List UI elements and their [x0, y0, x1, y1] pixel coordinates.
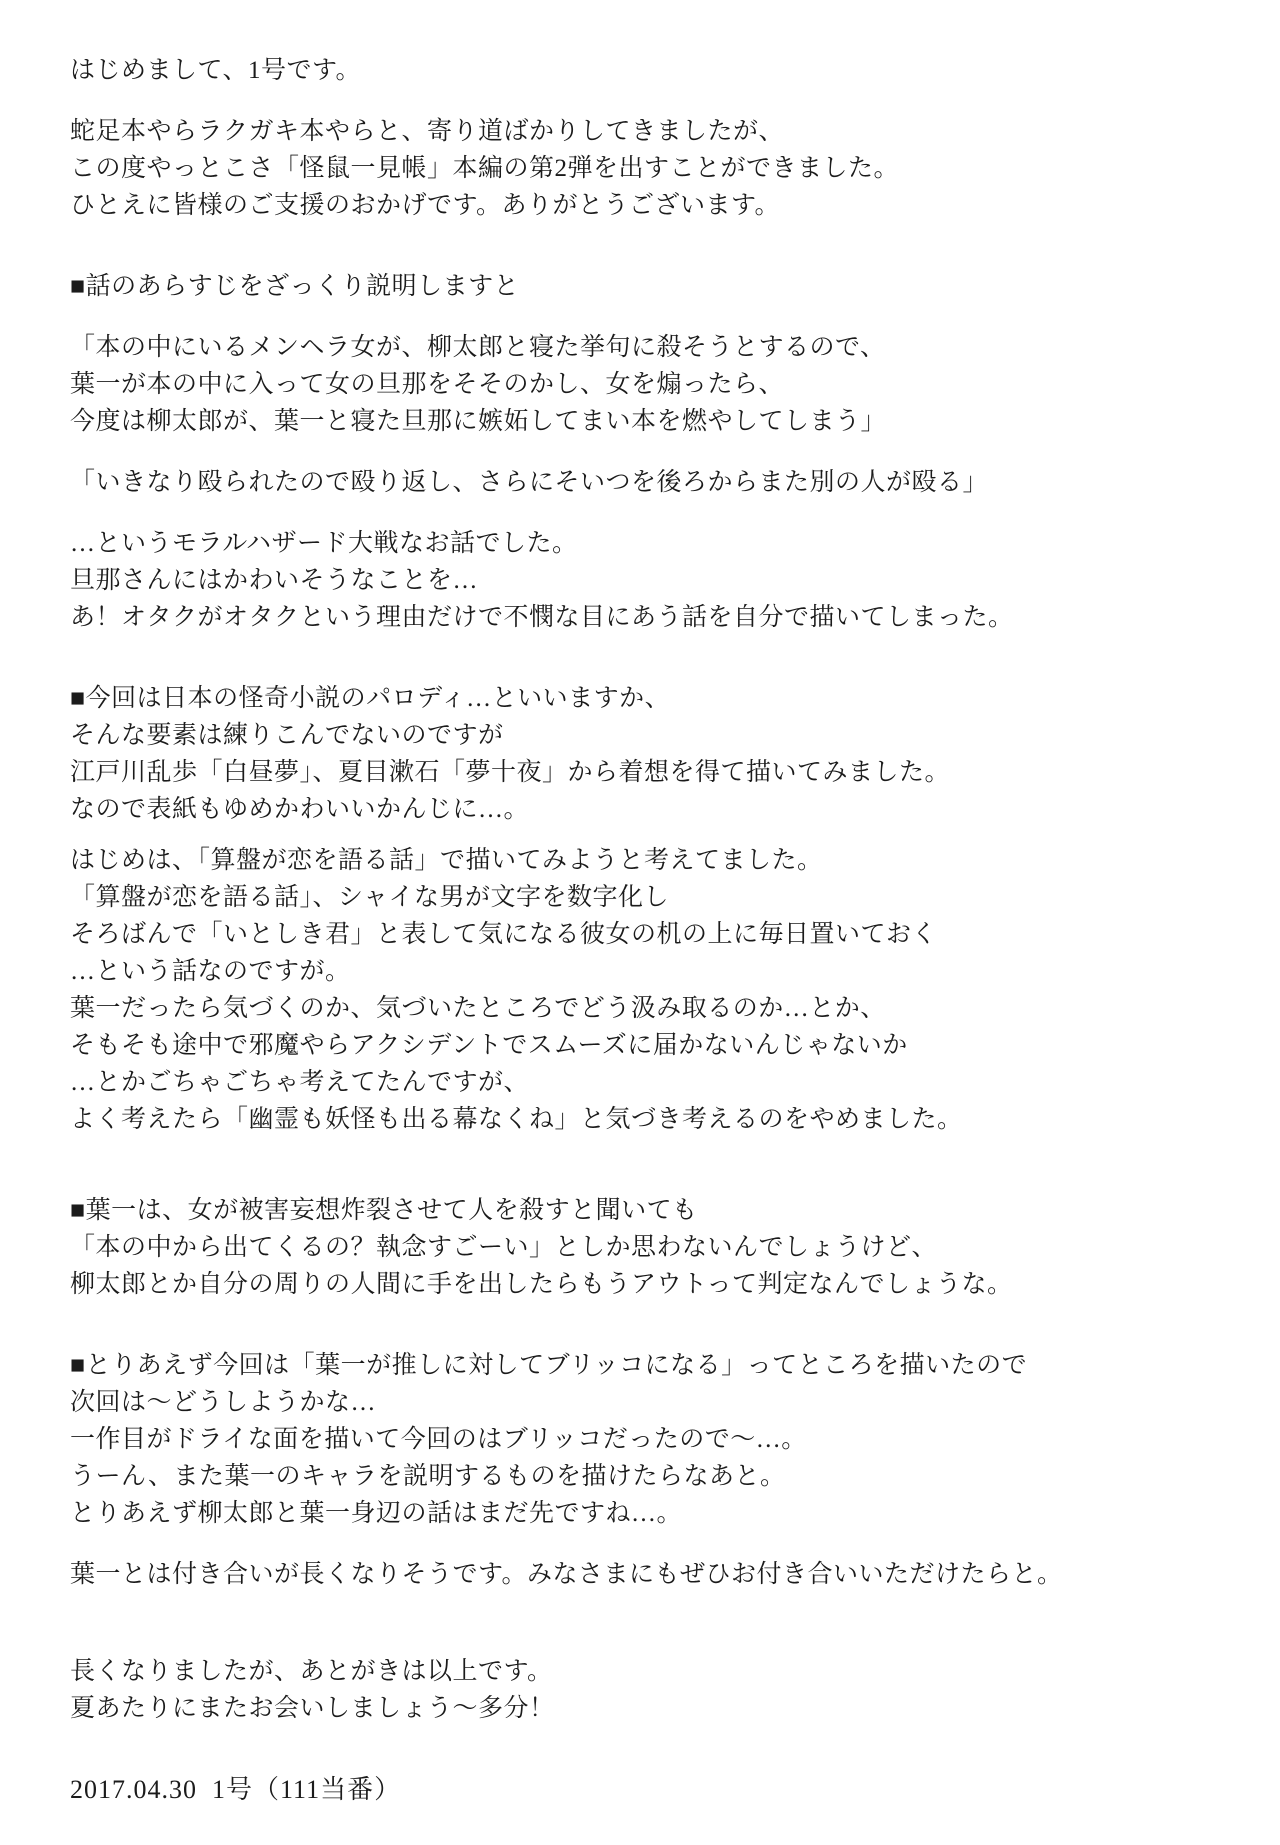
date-and-author: 2017.04.30 1号（111当番） [70, 1775, 402, 1804]
paragraph-synopsis-quote-2 [70, 464, 1225, 501]
text-line: うーん、また葉一のキャラを説明するものを描けたらなあと。 [70, 1463, 786, 1490]
text-line: 今度は柳太郎が、葉一と寝た旦那に嫉妬してまい本を燃やしてしまう」 [70, 408, 887, 435]
section-heading: ■今回は日本の怪奇小説のパロディ…といいますか、 [70, 685, 671, 712]
text-line: はじめまして、1号です。 [70, 57, 362, 84]
paragraph-synopsis-header [70, 268, 1225, 305]
text-line: はじめは、「算盤が恋を語る話」で描いてみようと考えてました。 [70, 847, 823, 874]
paragraph-soroban-idea [70, 842, 1225, 1138]
text-line: 柳太郎とか自分の周りの人間に手を出したらもうアウトって判定なんでしょうな。 [70, 1271, 1013, 1298]
text-line: 一作目がドライな面を描いて今回のはブリッコだったので～…。 [70, 1426, 807, 1453]
paragraph-parody-note [70, 680, 1225, 828]
text-line: 夏あたりにまたお会いしましょう～多分！ [70, 1695, 555, 1722]
text-line: 葉一が本の中に入って女の旦那をそそのかし、女を煽ったら、 [70, 371, 785, 398]
paragraph-closing-invite [70, 1556, 1225, 1593]
section-heading: ■話のあらすじをざっくり説明しますと [70, 273, 520, 300]
text-line: そもそも途中で邪魔やらアクシデントでスムーズに届かないんじゃないか [70, 1032, 908, 1059]
text-line: なので表紙もゆめかわいいかんじに…。 [70, 796, 530, 823]
paragraph-intro [70, 113, 1225, 224]
text-line: 江戸川乱歩「白昼夢」、夏目漱石「夢十夜」から着想を得て描いてみました。 [70, 759, 951, 786]
text-line: 「本の中から出てくるの？執念すごーい」としか思わないんでしょうけど、 [70, 1234, 938, 1261]
text-line: 次回は～どうしようかな… [70, 1389, 377, 1416]
text-line: …という話なのですが。 [70, 958, 351, 985]
text-line: ひとえに皆様のご支援のおかげです。ありがとうございます。 [70, 192, 781, 219]
text-line: …とかごちゃごちゃ考えてたんですが、 [70, 1069, 530, 1096]
text-line: そろばんで「いとしき君」と表して気になる彼女の机の上に毎日置いておく [70, 921, 938, 948]
text-line: …というモラルハザード大戦なお話でした。 [70, 530, 578, 557]
text-line: あ！オタクがオタクという理由だけで不憫な目にあう話を自分で描いてしまった。 [70, 604, 1014, 631]
text-line: とりあえず柳太郎と葉一身辺の話はまだ先ですね…。 [70, 1500, 683, 1527]
signature-line [70, 1771, 1225, 1808]
text-line: 葉一だったら気づくのか、気づいたところでどう汲み取るのか…とか、 [70, 995, 886, 1022]
text-line: 「本の中にいるメンヘラ女が、柳太郎と寝た挙句に殺そうとするので、 [70, 334, 886, 361]
text-line: 「算盤が恋を語る話」、シャイな男が文字を数字化し [70, 884, 670, 911]
section-heading: ■葉一は、女が被害妄想炸裂させて人を殺すと聞いても [70, 1197, 698, 1224]
text-line: よく考えたら「幽霊も妖怪も出る幕なくね」と気づき考えるのをやめました。 [70, 1106, 963, 1133]
paragraph-closing [70, 1653, 1225, 1727]
paragraph-greeting [70, 52, 1225, 89]
text-line: この度やっとこさ「怪鼠一見帳」本編の第2弾を出すことができました。 [70, 155, 900, 182]
text-line: 「いきなり殴られたので殴り返し、さらにそいつを後ろからまた別の人が殴る」 [70, 469, 989, 496]
paragraph-synopsis-comment [70, 525, 1225, 636]
text-line: 長くなりましたが、あとがきは以上です。 [70, 1658, 553, 1685]
text-line: 旦那さんにはかわいそうなことを… [70, 567, 479, 594]
text-line: 葉一とは付き合いが長くなりそうです。みなさまにもぜひお付き合いいただけたらと。 [70, 1561, 1063, 1588]
section-heading: ■とりあえず今回は「葉一が推しに対してブリッコになる」ってところを描いたので [70, 1352, 1028, 1379]
paragraph-haichi-note [70, 1192, 1225, 1303]
paragraph-synopsis-quote-1 [70, 329, 1225, 440]
text-line: そんな要素は練りこんでないのですが [70, 722, 504, 749]
paragraph-next-time [70, 1347, 1225, 1532]
text-line: 蛇足本やらラクガキ本やらと、寄り道ばかりしてきましたが、 [70, 118, 785, 145]
